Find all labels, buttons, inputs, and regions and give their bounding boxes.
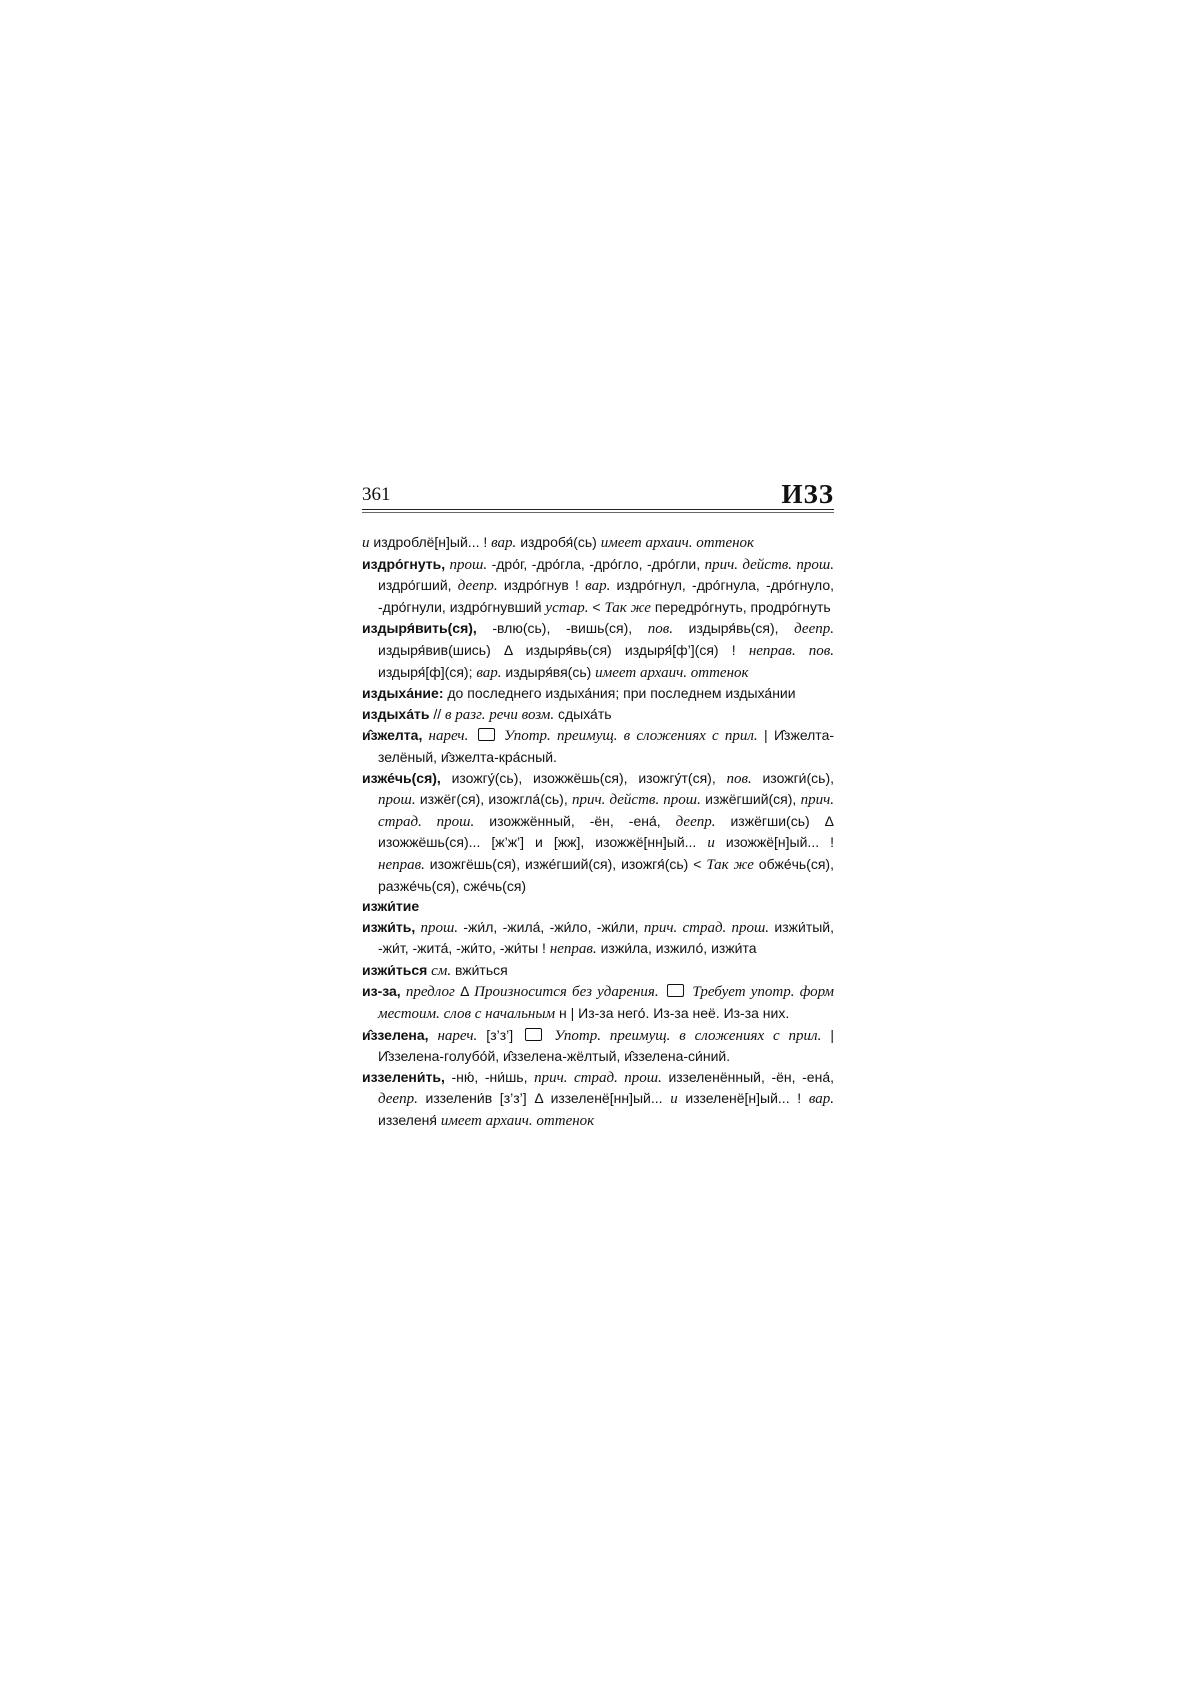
header-rule-thin [362, 512, 834, 513]
entry-text: изожжённый, -ён, -ена́, [474, 812, 676, 829]
grammar-note: предлог [400, 984, 455, 1001]
headword: издыря́вить(ся), [362, 620, 477, 637]
headword: и̂ззелена, [362, 1026, 429, 1043]
grammar-note: в разг. речи возм. [445, 706, 555, 723]
page-header [362, 478, 834, 508]
grammar-note: пов. [647, 621, 674, 638]
grammar-note: имеет архаич. оттенок [600, 535, 755, 551]
entry-text: издро́гнув ! [497, 577, 586, 594]
grammar-note: вар. [808, 1091, 835, 1108]
grammar-note: прош. [415, 919, 459, 936]
entry-text: передро́гнуть, продро́гнуть [650, 598, 831, 615]
entry-text: | И̂зжелта-зелёный, и̂зжелта-кра́сный. [378, 727, 835, 765]
entry-text: изожгу́(сь), изожжёшь(ся), изожгу́т(ся), [440, 769, 727, 786]
dictionary-entry [362, 618, 834, 683]
headword: и̂зжелта, [362, 727, 423, 744]
entry-text: иззеленя́ [378, 1112, 441, 1129]
entry-text: издро́гнул, -дро́гнула, -дро́гнуло, -дро́гнули, издро́гнувший [378, 577, 834, 615]
entry-text: вжи́ться [451, 961, 508, 978]
entry-text [468, 727, 474, 743]
grammar-note: см. [427, 962, 452, 979]
entry-text: -ню́, -ни́шь, [444, 1068, 535, 1085]
grammar-note: деепр. [378, 1091, 418, 1108]
entry-text: обже́чь(ся), разже́чь(ся), сже́чь(ся) [378, 855, 834, 894]
headword: издыха́ть [362, 705, 430, 722]
dictionary-entry [362, 1025, 834, 1067]
grammar-note: неправ. пов. [748, 642, 834, 659]
grammar-note: прич. действ. прош. [571, 792, 701, 809]
grammar-note: нареч. [422, 728, 469, 745]
entry-text: издыря́[ф](ся); [378, 663, 477, 680]
dictionary-entry [362, 532, 834, 554]
entry-text: | И̂ззелена-голубо́й, и̂ззелена-жёлтый, и̂ззелена-си́ний. [378, 1026, 835, 1065]
grammar-note: прош. [378, 792, 416, 809]
grammar-note: прич. страд. прош. [378, 792, 834, 830]
entry-text: иззеленённый, -ён, -ена́, [661, 1068, 834, 1085]
headword: иззелени́ть, [362, 1068, 445, 1085]
headword: изжи́ться [362, 961, 428, 978]
entry-text: издыря́вь(ся), [673, 620, 795, 637]
entry-text: // [429, 705, 446, 722]
grammar-note: Так же [706, 856, 754, 873]
entry-text: до последнего издыха́ния; при последнем издыха́нии [443, 685, 796, 702]
grammar-note: вар. [476, 664, 502, 681]
entry-text: изожги́(сь), [751, 769, 835, 786]
grammar-note: и [670, 1091, 678, 1108]
grammar-note: прош. [445, 556, 488, 573]
entry-text: изжи́ла, изжило́, изжи́та [596, 940, 757, 957]
grammar-note: деепр. [675, 813, 716, 830]
grammar-note: неправ. [378, 856, 425, 873]
usage-note-box-icon [478, 728, 495, 741]
entry-text: [з’з’] [477, 1026, 523, 1043]
grammar-note: деепр. [457, 578, 498, 595]
entry-text: изожжё[н]ый... ! [714, 834, 834, 851]
grammar-note: имеет архаич. оттенок [595, 664, 749, 681]
header-rule [362, 509, 834, 510]
grammar-note: деепр. [794, 621, 834, 638]
running-head: ИЗЗ [781, 479, 834, 509]
dictionary-entry [362, 960, 834, 982]
entry-text: Δ [454, 983, 475, 1000]
grammar-note: неправ. [549, 941, 597, 958]
grammar-note: Так же [604, 599, 651, 616]
entry-text: изожгёшь(ся), изже́гший(ся), изожгя́(сь) < [424, 855, 707, 872]
grammar-note: вар. [491, 535, 517, 551]
grammar-note: нареч. [428, 1027, 478, 1044]
headword: изжи́ть, [362, 918, 416, 935]
grammar-note: прич. действ. прош. [704, 556, 834, 573]
grammar-note: вар. [585, 578, 611, 595]
entry-text: изжёгши(сь) Δ изожжёшь(ся)... [ж’ж’] и [жж], изожжё[нн]ый... [378, 812, 834, 851]
grammar-note: устар. [545, 599, 589, 616]
dictionary-entry [362, 1067, 834, 1132]
dictionary-entries [362, 532, 834, 1132]
dictionary-entry [362, 554, 834, 619]
headword: из-за, [362, 983, 401, 1000]
entry-text: издыря́вя(сь) [501, 663, 596, 680]
dictionary-entry [362, 981, 834, 1024]
headword: издыха́ние: [362, 685, 444, 702]
grammar-note: пов. [726, 770, 752, 787]
usage-note-box-icon [525, 1028, 542, 1041]
dictionary-entry [362, 917, 834, 960]
entry-text: н | Из-за него́. Из-за неё. Из-за них. [555, 1005, 790, 1022]
entry-text: издробя́(сь) [516, 534, 601, 550]
dictionary-entry [362, 896, 834, 917]
dictionary-entry [362, 683, 834, 704]
entry-text: сдыха́ть [554, 705, 612, 722]
grammar-note: прич. страд. прош. [534, 1069, 662, 1086]
grammar-note: Требует употр. форм местоим. слов с начальным [378, 984, 834, 1023]
page-number: 361 [362, 484, 391, 505]
entry-text: издыря́вив(шись) Δ издыря́вь(ся) издыря́[ф’](ся) ! [378, 641, 749, 658]
dictionary-entry [362, 725, 834, 767]
usage-note-box-icon [667, 984, 684, 997]
headword: изжи́тие [362, 898, 420, 915]
entry-text: издроблё[н]ый... ! [369, 534, 492, 550]
entry-text: изжи́тый, -жи́т, -жита́, -жи́то, -жи́ты ! [378, 918, 835, 957]
grammar-note: Произносится без ударения. [474, 984, 659, 1001]
dictionary-entry [362, 704, 834, 726]
grammar-note: и [362, 535, 370, 551]
entry-text: иззеленё[н]ый... ! [677, 1090, 809, 1107]
grammar-note: прич. страд. прош. [643, 919, 770, 936]
grammar-note: Употр. преимущ. в сложениях с прил. [554, 1027, 822, 1044]
entry-text: -жи́л, -жила́, -жи́ло, -жи́ли, [458, 918, 644, 935]
headword: изже́чь(ся), [362, 769, 441, 786]
entry-text [545, 1027, 554, 1043]
entry-text: < [588, 598, 605, 615]
dictionary-entry [362, 768, 834, 897]
grammar-note: имеет архаич. оттенок [440, 1113, 595, 1130]
entry-text: -влю(сь), -вишь(ся), [476, 620, 648, 637]
headword: издро́гнуть, [362, 555, 446, 572]
grammar-note: Употр. преимущ. в сложениях с прил. [504, 728, 758, 745]
entry-text: изжёгший(ся), [700, 791, 801, 808]
grammar-note: и [707, 835, 715, 852]
entry-text: издро́гший, [378, 577, 458, 594]
entry-text: иззелени́в [з’з’] Δ иззеленё[нн]ый... [417, 1090, 671, 1107]
entry-text: изжёг(ся), изожгла́(сь), [415, 791, 572, 808]
entry-text: -дро́г, -дро́гла, -дро́гло, -дро́гли, [487, 555, 705, 572]
entry-text [659, 983, 664, 999]
